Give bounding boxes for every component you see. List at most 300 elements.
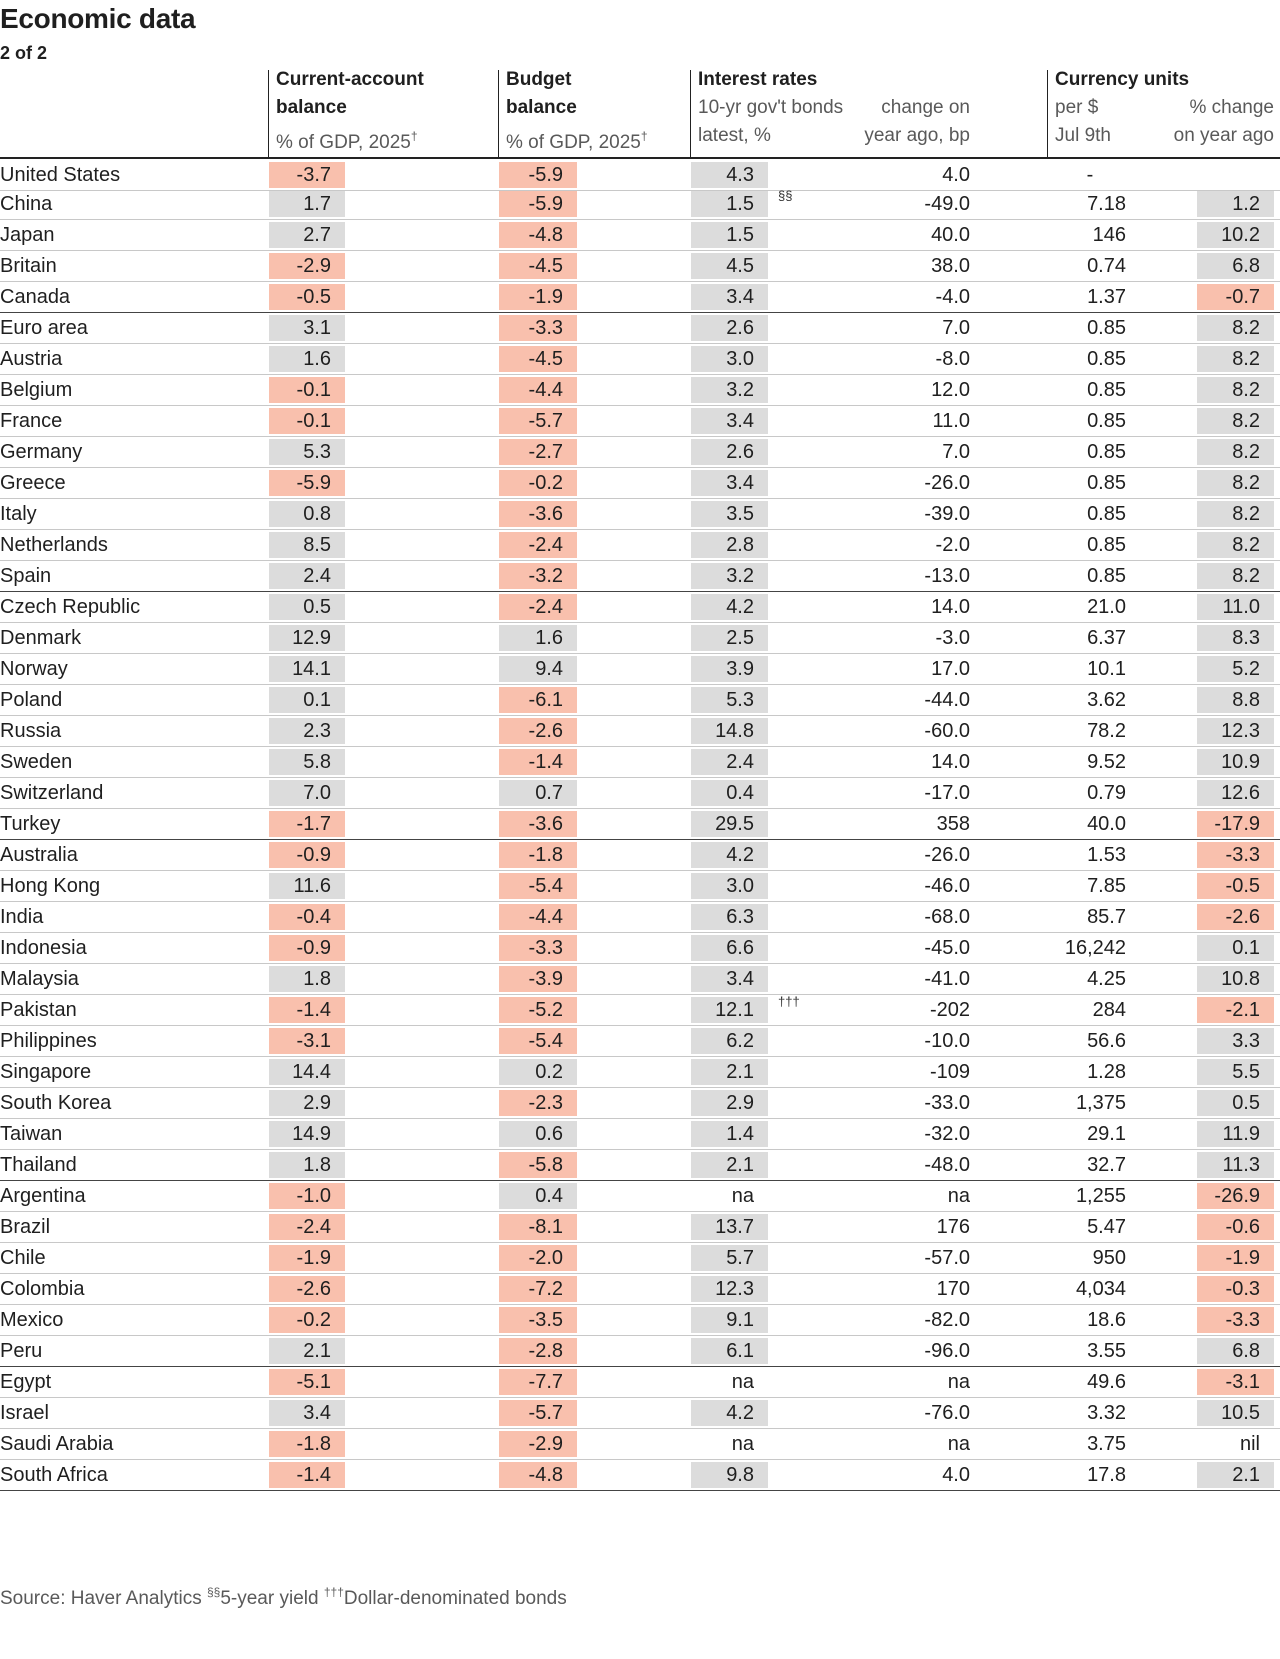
currency-per-dollar-cell: 40.0 xyxy=(1087,813,1126,835)
budget-balance-cell: -6.1 xyxy=(499,687,577,713)
current-account-cell: 0.1 xyxy=(269,687,345,713)
page-subtitle: 2 of 2 xyxy=(0,43,48,63)
current-account-cell: -1.4 xyxy=(269,1462,345,1488)
table-row xyxy=(0,157,1280,191)
budget-balance-cell: -5.9 xyxy=(499,162,577,188)
current-account-cell: 1.6 xyxy=(269,346,345,372)
currency-change-cell: -3.1 xyxy=(1197,1369,1274,1395)
yield-change-cell: 358 xyxy=(936,813,970,835)
bond-yield-cell: 5.3 xyxy=(691,687,768,713)
table-row xyxy=(0,1211,1280,1243)
table-row xyxy=(0,808,1280,840)
bond-yield-cell: 2.9 xyxy=(691,1090,768,1116)
table-row xyxy=(0,591,1280,623)
bond-yield-cell: na xyxy=(731,1433,754,1455)
bond-yield-cell: 3.0 xyxy=(691,873,768,899)
currency-change-cell: -0.6 xyxy=(1197,1214,1274,1240)
yield-change-cell: -17.0 xyxy=(924,782,970,804)
bond-yield-cell: 9.1 xyxy=(691,1307,768,1333)
current-account-cell: 3.4 xyxy=(269,1400,345,1426)
currency-change-cell: -2.1 xyxy=(1197,997,1274,1023)
currency-per-dollar-cell: 1,375 xyxy=(1075,1092,1126,1114)
yield-change-cell: -49.0 xyxy=(924,193,970,215)
currency-per-dollar-cell: 1.28 xyxy=(1087,1061,1126,1083)
currency-per-dollar-cell: 3.62 xyxy=(1087,689,1126,711)
country-name: Pakistan xyxy=(0,999,77,1021)
header-cu-change xyxy=(1130,94,1274,150)
header-divider xyxy=(498,70,499,158)
yield-change-cell: 17.0 xyxy=(931,658,970,680)
budget-balance-cell: -2.6 xyxy=(499,718,577,744)
current-account-cell: 0.8 xyxy=(269,501,345,527)
currency-change-cell: -0.3 xyxy=(1197,1276,1274,1302)
table-row xyxy=(0,1273,1280,1305)
bond-yield-cell: 6.6 xyxy=(691,935,768,961)
table-row xyxy=(0,715,1280,747)
yield-change-cell: -45.0 xyxy=(924,937,970,959)
yield-change-cell: -39.0 xyxy=(924,503,970,525)
currency-per-dollar-cell: 0.85 xyxy=(1087,472,1126,494)
bond-yield-cell: 3.4 xyxy=(691,284,768,310)
budget-balance-cell: -5.7 xyxy=(499,408,577,434)
country-name: Colombia xyxy=(0,1278,85,1300)
table-row xyxy=(0,250,1280,282)
current-account-cell: 2.7 xyxy=(269,222,345,248)
current-account-cell: -0.2 xyxy=(269,1307,345,1333)
budget-balance-cell: -1.4 xyxy=(499,749,577,775)
currency-per-dollar-cell: 950 xyxy=(1092,1247,1126,1269)
table-row xyxy=(0,963,1280,995)
bond-yield-cell: 1.5 xyxy=(691,191,768,217)
budget-balance-cell: -3.2 xyxy=(499,563,577,589)
country-name: Denmark xyxy=(0,627,82,649)
yield-change-cell: 7.0 xyxy=(942,317,970,339)
currency-change-cell: 10.5 xyxy=(1197,1400,1274,1426)
currency-per-dollar-cell: 284 xyxy=(1092,999,1126,1021)
yield-change-cell: -10.0 xyxy=(924,1030,970,1052)
currency-change-cell: 8.2 xyxy=(1197,408,1274,434)
header-cu-sub1-1: per $ xyxy=(1055,97,1099,118)
current-account-cell: -2.6 xyxy=(269,1276,345,1302)
table-row xyxy=(0,1056,1280,1088)
budget-balance-cell: -4.8 xyxy=(499,222,577,248)
table-row xyxy=(0,1397,1280,1429)
yield-change-cell: na xyxy=(947,1185,970,1207)
country-name: Russia xyxy=(0,720,62,742)
currency-change-cell: 11.9 xyxy=(1197,1121,1274,1147)
header-bb-unit: % of GDP, 2025† xyxy=(506,129,648,153)
header-cu-sub2-2: on year ago xyxy=(1173,125,1274,146)
table-row xyxy=(0,870,1280,902)
bond-yield-cell: 13.7 xyxy=(691,1214,768,1240)
budget-balance-cell: -5.4 xyxy=(499,873,577,899)
currency-per-dollar-cell: 17.8 xyxy=(1087,1464,1126,1486)
table-row xyxy=(0,467,1280,499)
yield-change-cell: 4.0 xyxy=(942,1464,970,1486)
country-name: India xyxy=(0,906,44,928)
budget-balance-cell: -3.3 xyxy=(499,315,577,341)
country-name: Israel xyxy=(0,1402,49,1424)
currency-change-cell: 0.1 xyxy=(1197,935,1274,961)
country-name: Switzerland xyxy=(0,782,104,804)
currency-change-cell: -1.9 xyxy=(1197,1245,1274,1271)
current-account-cell: 8.5 xyxy=(269,532,345,558)
budget-balance-cell: -2.9 xyxy=(499,1431,577,1457)
currency-change-cell: 11.3 xyxy=(1197,1152,1274,1178)
table-row xyxy=(0,1242,1280,1274)
country-name: Philippines xyxy=(0,1030,97,1052)
header-cu-sub2-1: % change xyxy=(1189,97,1274,118)
current-account-cell: -1.9 xyxy=(269,1245,345,1271)
country-name: Britain xyxy=(0,255,57,277)
yield-change-cell: 14.0 xyxy=(931,596,970,618)
yield-change-cell: -13.0 xyxy=(924,565,970,587)
currency-per-dollar-cell: 9.52 xyxy=(1087,751,1126,773)
current-account-cell: 0.5 xyxy=(269,594,345,620)
bond-yield-cell: 2.6 xyxy=(691,315,768,341)
header-ir-sub2-1: change on xyxy=(881,97,970,118)
country-name: Poland xyxy=(0,689,63,711)
yield-change-cell: -3.0 xyxy=(935,627,970,649)
current-account-cell: 14.1 xyxy=(269,656,345,682)
header-ca-title-2: balance xyxy=(276,97,347,118)
currency-per-dollar-cell: 10.1 xyxy=(1087,658,1126,680)
country-name: South Africa xyxy=(0,1464,108,1486)
current-account-cell: 14.9 xyxy=(269,1121,345,1147)
currency-per-dollar-cell: 0.85 xyxy=(1087,534,1126,556)
currency-per-dollar-cell: 0.85 xyxy=(1087,348,1126,370)
country-name: Peru xyxy=(0,1340,43,1362)
currency-change-cell: 10.8 xyxy=(1197,966,1274,992)
table-row xyxy=(0,653,1280,685)
header-ir-sub2-2: year ago, bp xyxy=(864,125,970,146)
currency-per-dollar-cell: 18.6 xyxy=(1087,1309,1126,1331)
table-row xyxy=(0,901,1280,933)
country-name: Taiwan xyxy=(0,1123,63,1145)
yield-change-cell: 170 xyxy=(936,1278,970,1300)
budget-balance-cell: -4.8 xyxy=(499,1462,577,1488)
country-name: Argentina xyxy=(0,1185,86,1207)
current-account-cell: 2.1 xyxy=(269,1338,345,1364)
country-name: Euro area xyxy=(0,317,88,339)
table-row xyxy=(0,1025,1280,1057)
header-current-account xyxy=(276,66,424,157)
header-cu-sub1-2: Jul 9th xyxy=(1055,125,1111,146)
current-account-cell: 2.9 xyxy=(269,1090,345,1116)
yield-change-cell: 12.0 xyxy=(931,379,970,401)
bond-yield-cell: 3.0 xyxy=(691,346,768,372)
table-row xyxy=(0,1335,1280,1367)
budget-balance-cell: -3.3 xyxy=(499,935,577,961)
currency-change-cell: 0.5 xyxy=(1197,1090,1274,1116)
current-account-cell: 3.1 xyxy=(269,315,345,341)
table-row xyxy=(0,746,1280,778)
currency-per-dollar-cell: 21.0 xyxy=(1087,596,1126,618)
currency-per-dollar-cell: 3.32 xyxy=(1087,1402,1126,1424)
budget-balance-cell: -3.5 xyxy=(499,1307,577,1333)
currency-per-dollar-cell: 3.55 xyxy=(1087,1340,1126,1362)
budget-balance-cell: -2.3 xyxy=(499,1090,577,1116)
budget-balance-cell: -5.8 xyxy=(499,1152,577,1178)
table-row xyxy=(0,436,1280,468)
budget-balance-cell: 9.4 xyxy=(499,656,577,682)
currency-per-dollar-cell: 78.2 xyxy=(1087,720,1126,742)
current-account-cell: -0.9 xyxy=(269,935,345,961)
bond-yield-cell: 4.3 xyxy=(691,162,768,188)
bond-yield-cell: 4.2 xyxy=(691,594,768,620)
table-row xyxy=(0,343,1280,375)
country-name: Australia xyxy=(0,844,78,866)
bond-yield-cell: 29.5 xyxy=(691,811,768,837)
country-name: Hong Kong xyxy=(0,875,101,897)
budget-balance-cell: -5.2 xyxy=(499,997,577,1023)
current-account-cell: 11.6 xyxy=(269,873,345,899)
current-account-cell: -3.1 xyxy=(269,1028,345,1054)
bond-yield-cell: 5.7 xyxy=(691,1245,768,1271)
currency-per-dollar-cell: 0.74 xyxy=(1087,255,1126,277)
current-account-cell: 5.3 xyxy=(269,439,345,465)
country-name: Italy xyxy=(0,503,37,525)
table-row xyxy=(0,1180,1280,1212)
budget-balance-cell: -0.2 xyxy=(499,470,577,496)
yield-change-cell: 40.0 xyxy=(931,224,970,246)
currency-per-dollar-cell: 5.47 xyxy=(1087,1216,1126,1238)
currency-per-dollar-cell: 1.53 xyxy=(1087,844,1126,866)
bond-yield-cell: 3.9 xyxy=(691,656,768,682)
country-name: Turkey xyxy=(0,813,61,835)
country-name: Netherlands xyxy=(0,534,108,556)
country-name: Mexico xyxy=(0,1309,64,1331)
currency-change-cell: nil xyxy=(1239,1433,1260,1455)
currency-per-dollar-cell: 4,034 xyxy=(1075,1278,1126,1300)
currency-change-cell: 8.2 xyxy=(1197,563,1274,589)
current-account-cell: -1.0 xyxy=(269,1183,345,1209)
currency-change-cell: -3.3 xyxy=(1197,842,1274,868)
currency-change-cell: -17.9 xyxy=(1197,811,1274,837)
currency-per-dollar-cell: 1.37 xyxy=(1087,286,1126,308)
bond-yield-cell: 6.3 xyxy=(691,904,768,930)
current-account-cell: -0.1 xyxy=(269,408,345,434)
currency-per-dollar-cell: 56.6 xyxy=(1087,1030,1126,1052)
currency-per-dollar-cell: 1,255 xyxy=(1075,1185,1126,1207)
yield-change-cell: -8.0 xyxy=(935,348,970,370)
country-name: Belgium xyxy=(0,379,73,401)
currency-change-cell: 8.2 xyxy=(1197,470,1274,496)
country-name: Saudi Arabia xyxy=(0,1433,114,1455)
currency-change-cell: 1.2 xyxy=(1197,191,1274,217)
yield-change-cell: -82.0 xyxy=(924,1309,970,1331)
header-cu-title: Currency units xyxy=(1055,69,1190,90)
bond-yield-cell: 2.5 xyxy=(691,625,768,651)
currency-per-dollar-cell: 7.18 xyxy=(1087,193,1126,215)
bond-yield-cell: 14.8 xyxy=(691,718,768,744)
current-account-cell: 14.4 xyxy=(269,1059,345,1085)
country-name: South Korea xyxy=(0,1092,112,1114)
table-row xyxy=(0,498,1280,530)
currency-change-cell: 8.2 xyxy=(1197,439,1274,465)
budget-balance-cell: -2.4 xyxy=(499,532,577,558)
currency-per-dollar-cell: 0.79 xyxy=(1087,782,1126,804)
source-note xyxy=(0,1579,567,1612)
currency-per-dollar-cell: 0.85 xyxy=(1087,410,1126,432)
current-account-cell: 12.9 xyxy=(269,625,345,651)
currency-per-dollar-cell: 0.85 xyxy=(1087,565,1126,587)
country-name: Singapore xyxy=(0,1061,92,1083)
currency-per-dollar-cell: 6.37 xyxy=(1087,627,1126,649)
table-row xyxy=(0,777,1280,809)
bond-yield-cell: 2.1 xyxy=(691,1152,768,1178)
source-text-2: Dollar-denominated bonds xyxy=(343,1588,567,1609)
bond-yield-cell: 4.5 xyxy=(691,253,768,279)
yield-change-cell: na xyxy=(947,1433,970,1455)
yield-change-cell: -96.0 xyxy=(924,1340,970,1362)
table-row xyxy=(0,374,1280,406)
currency-per-dollar-cell: 3.75 xyxy=(1087,1433,1126,1455)
currency-per-dollar-cell: 7.85 xyxy=(1087,875,1126,897)
yield-change-cell: -44.0 xyxy=(924,689,970,711)
yield-change-cell: -26.0 xyxy=(924,472,970,494)
current-account-cell: -1.8 xyxy=(269,1431,345,1457)
country-name: Greece xyxy=(0,472,66,494)
currency-change-cell: -0.5 xyxy=(1197,873,1274,899)
budget-balance-cell: -3.6 xyxy=(499,811,577,837)
header-divider xyxy=(690,70,691,158)
country-name: United States xyxy=(0,164,121,186)
table-row xyxy=(0,219,1280,251)
yield-change-cell: -33.0 xyxy=(924,1092,970,1114)
budget-balance-cell: -4.4 xyxy=(499,377,577,403)
bond-yield-cell: na xyxy=(731,1371,754,1393)
yield-change-cell: -41.0 xyxy=(924,968,970,990)
header-ir-title: Interest rates xyxy=(698,69,818,90)
current-account-cell: -5.9 xyxy=(269,470,345,496)
currency-per-dollar-cell: 16,242 xyxy=(1064,937,1126,959)
bond-yield-cell: 3.2 xyxy=(691,377,768,403)
yield-change-cell: 7.0 xyxy=(942,441,970,463)
currency-change-cell: 8.2 xyxy=(1197,532,1274,558)
source-mark-1: §§ xyxy=(206,1585,221,1599)
currency-change-cell: 12.3 xyxy=(1197,718,1274,744)
currency-per-dollar-cell: 0.85 xyxy=(1087,441,1126,463)
budget-balance-cell: -4.4 xyxy=(499,904,577,930)
country-name: Japan xyxy=(0,224,55,246)
country-name: Thailand xyxy=(0,1154,77,1176)
yield-change-cell: -32.0 xyxy=(924,1123,970,1145)
bond-yield-cell: 1.5 xyxy=(691,222,768,248)
header-bb-title-1: Budget xyxy=(506,69,572,90)
bond-yield-cell: 2.6 xyxy=(691,439,768,465)
budget-balance-cell: -2.7 xyxy=(499,439,577,465)
currency-change-cell: 10.9 xyxy=(1197,749,1274,775)
country-name: Malaysia xyxy=(0,968,79,990)
yield-change-cell: -202 xyxy=(929,999,970,1021)
country-name: Austria xyxy=(0,348,63,370)
current-account-cell: -0.5 xyxy=(269,284,345,310)
source-prefix: Source: Haver Analytics xyxy=(0,1588,207,1609)
footnote-mark: ††† xyxy=(778,994,800,1009)
bond-yield-cell: 3.4 xyxy=(691,408,768,434)
current-account-cell: 1.8 xyxy=(269,966,345,992)
currency-change-cell: 8.2 xyxy=(1197,501,1274,527)
current-account-cell: -0.9 xyxy=(269,842,345,868)
currency-change-cell: 5.5 xyxy=(1197,1059,1274,1085)
currency-change-cell: 10.2 xyxy=(1197,222,1274,248)
header-divider xyxy=(268,70,269,158)
table-row xyxy=(0,839,1280,871)
yield-change-cell: -48.0 xyxy=(924,1154,970,1176)
budget-balance-cell: -5.9 xyxy=(499,191,577,217)
budget-balance-cell: -7.2 xyxy=(499,1276,577,1302)
current-account-cell: 2.4 xyxy=(269,563,345,589)
budget-balance-cell: -2.4 xyxy=(499,594,577,620)
currency-change-cell: -2.6 xyxy=(1197,904,1274,930)
currency-per-dollar-cell: 29.1 xyxy=(1087,1123,1126,1145)
budget-balance-cell: 0.7 xyxy=(499,780,577,806)
budget-balance-cell: -2.0 xyxy=(499,1245,577,1271)
budget-balance-cell: -3.9 xyxy=(499,966,577,992)
footnote-mark: §§ xyxy=(778,188,793,203)
current-account-cell: 1.8 xyxy=(269,1152,345,1178)
currency-per-dollar-cell: 49.6 xyxy=(1087,1371,1126,1393)
current-account-cell: -2.9 xyxy=(269,253,345,279)
yield-change-cell: -109 xyxy=(929,1061,970,1083)
country-name: Canada xyxy=(0,286,71,308)
currency-change-cell: 8.2 xyxy=(1197,346,1274,372)
table-row xyxy=(0,1087,1280,1119)
country-name: Norway xyxy=(0,658,68,680)
current-account-cell: 2.3 xyxy=(269,718,345,744)
yield-change-cell: -60.0 xyxy=(924,720,970,742)
bond-yield-cell: 1.4 xyxy=(691,1121,768,1147)
currency-change-cell xyxy=(1197,162,1274,188)
currency-per-dollar-cell: - xyxy=(1086,164,1094,186)
current-account-cell: -2.4 xyxy=(269,1214,345,1240)
current-account-cell: -1.4 xyxy=(269,997,345,1023)
budget-balance-cell: -3.6 xyxy=(499,501,577,527)
country-name: France xyxy=(0,410,63,432)
bond-yield-cell: 0.4 xyxy=(691,780,768,806)
table-row xyxy=(0,560,1280,592)
table-row xyxy=(0,312,1280,344)
country-name: Spain xyxy=(0,565,52,587)
header-bb-title-2: balance xyxy=(506,97,577,118)
budget-balance-cell: -5.4 xyxy=(499,1028,577,1054)
table-row xyxy=(0,529,1280,561)
currency-per-dollar-cell: 146 xyxy=(1092,224,1126,246)
bond-yield-cell: 4.2 xyxy=(691,1400,768,1426)
currency-per-dollar-cell: 0.85 xyxy=(1087,503,1126,525)
currency-per-dollar-cell: 32.7 xyxy=(1087,1154,1126,1176)
budget-balance-cell: -7.7 xyxy=(499,1369,577,1395)
source-text-1: 5-year yield xyxy=(220,1588,324,1609)
country-name: Indonesia xyxy=(0,937,87,959)
header-ir-change xyxy=(820,94,970,150)
country-name: Brazil xyxy=(0,1216,51,1238)
yield-change-cell: -57.0 xyxy=(924,1247,970,1269)
bond-yield-cell: 3.4 xyxy=(691,470,768,496)
table-row xyxy=(0,1366,1280,1398)
currency-change-cell: -26.9 xyxy=(1197,1183,1274,1209)
country-name: Egypt xyxy=(0,1371,52,1393)
currency-change-cell: 6.8 xyxy=(1197,1338,1274,1364)
country-name: China xyxy=(0,193,53,215)
header-budget-balance xyxy=(506,66,648,157)
budget-balance-cell: 0.4 xyxy=(499,1183,577,1209)
table-row xyxy=(0,405,1280,437)
current-account-cell: 1.7 xyxy=(269,191,345,217)
budget-balance-cell: -2.8 xyxy=(499,1338,577,1364)
currency-per-dollar-cell: 0.85 xyxy=(1087,379,1126,401)
